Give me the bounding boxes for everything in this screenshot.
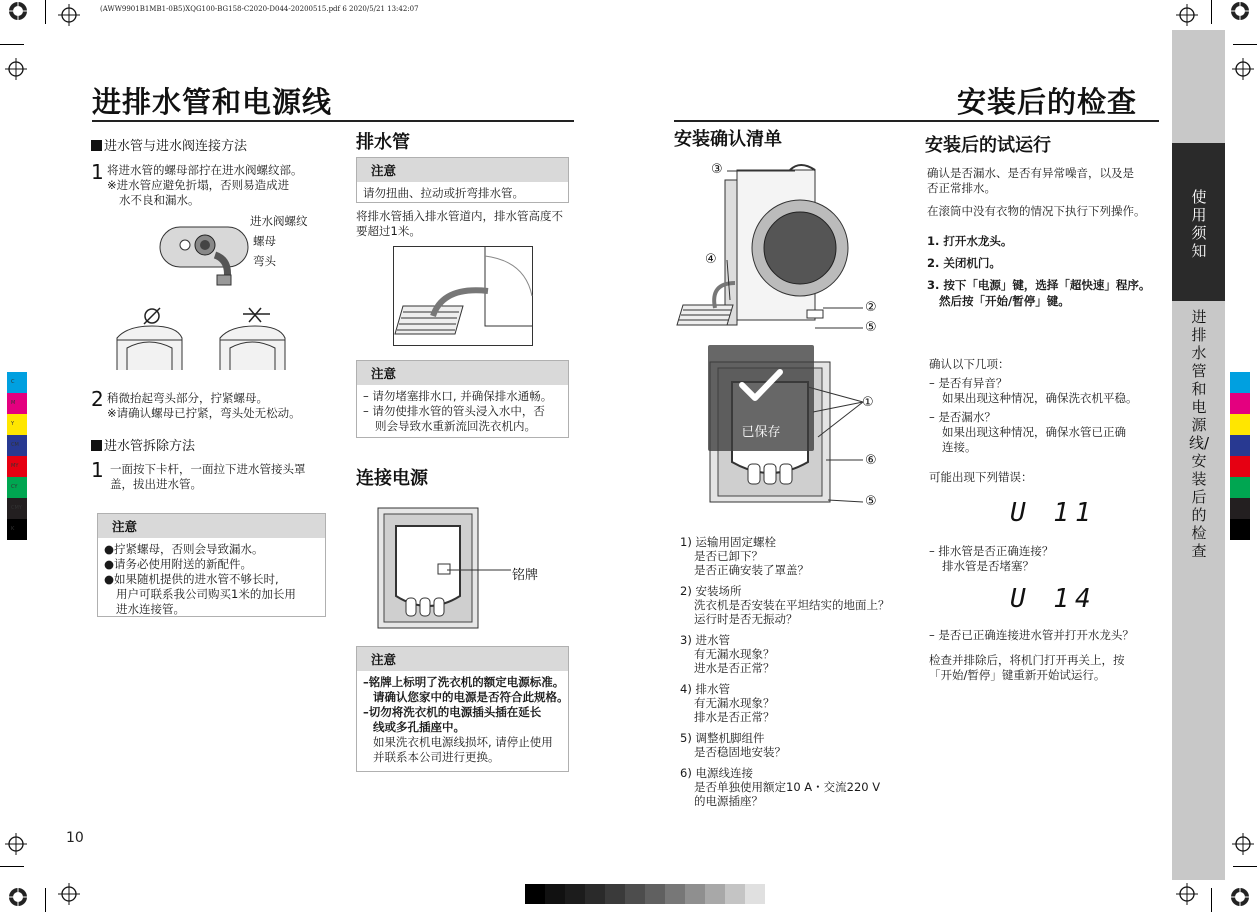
remove-line-1: 一面按下卡杆，一面拉下进水管接头罩 bbox=[110, 462, 306, 476]
gray-swatch bbox=[725, 884, 745, 904]
trial-step-3b: 然后按「开始/暂停」键。 bbox=[939, 294, 1070, 308]
note-line: 并联系本公司进行更换。 bbox=[373, 750, 500, 764]
crop-mark bbox=[45, 888, 46, 912]
color-swatch-m bbox=[1230, 393, 1250, 414]
list-item: 4) 排水管 有无漏水现象？ 排水是否正常？ bbox=[680, 682, 775, 724]
final-line-2: 「开始/暂停」键重新开始试运行。 bbox=[929, 668, 1106, 682]
saved-label: 已保存 bbox=[741, 425, 781, 440]
gray-swatch bbox=[665, 884, 685, 904]
note-line: 线或多孔插座中。 bbox=[373, 720, 465, 734]
confirm-answer-2a: 如果出现这种情况，确保水管已正确 bbox=[942, 425, 1126, 439]
step1-line-1: 将进水管的螺母部拧在进水阀螺纹部。 bbox=[107, 163, 303, 177]
crosshair-icon bbox=[5, 833, 27, 855]
crosshair-icon bbox=[1176, 4, 1198, 26]
note-line: 请确认您家中的电源是否符合此规格。 bbox=[373, 690, 569, 704]
remove-line-2: 盖，拔出进水管。 bbox=[110, 477, 202, 491]
color-swatch-my: MY bbox=[7, 456, 27, 477]
note-line: – 请勿使排水管的管头浸入水中，否 bbox=[363, 404, 545, 418]
callout-1: ① bbox=[862, 395, 874, 410]
color-swatch-m: M bbox=[7, 393, 27, 414]
color-swatch-c: C bbox=[7, 372, 27, 393]
trial-step-2: 2. 关闭机门。 bbox=[927, 256, 1001, 270]
code2-line: – 是否已正确连接进水管并打开水龙头？ bbox=[929, 628, 1134, 642]
page-title-left: 进排水管和电源线 bbox=[92, 85, 333, 119]
inlet-note-box bbox=[97, 513, 326, 617]
note-line: 用户可联系我公司购买1米的加长用 bbox=[116, 587, 296, 601]
note-title: 注意 bbox=[357, 361, 568, 385]
washer-top-illustration bbox=[215, 300, 290, 370]
crop-mark bbox=[1233, 866, 1257, 867]
color-swatch-cmy bbox=[1230, 498, 1250, 519]
confirm-heading: 确认以下几项： bbox=[929, 357, 1010, 371]
registration-mark-icon bbox=[7, 886, 29, 908]
list-item: 5) 调整机脚组件 是否稳固地安装？ bbox=[680, 731, 786, 759]
step-number: 1 bbox=[91, 160, 104, 184]
color-swatch-cy bbox=[1230, 477, 1250, 498]
title-rule bbox=[674, 120, 1159, 122]
trial-intro-3: 在滚筒中没有衣物的情况下执行下列操作。 bbox=[927, 204, 1146, 218]
crop-mark bbox=[1233, 44, 1257, 45]
note-line: 则会导致水重新流回洗衣机内。 bbox=[375, 419, 536, 433]
color-swatch-k: K bbox=[7, 519, 27, 540]
callout-2: ② bbox=[865, 300, 877, 315]
side-tab-active-label: 使用须知 bbox=[1191, 188, 1207, 260]
saved-toast bbox=[708, 345, 814, 451]
crop-mark bbox=[45, 0, 46, 24]
drain-text-1: 将排水管插入排水管道内，排水管高度不 bbox=[356, 209, 563, 223]
title-rule bbox=[92, 120, 574, 122]
gray-swatch bbox=[545, 884, 565, 904]
note-line: 如果洗衣机电源线损坏, 请停止使用 bbox=[373, 735, 553, 749]
note-line: ●请务必使用附送的新配件。 bbox=[104, 557, 253, 571]
gray-swatch bbox=[685, 884, 705, 904]
crosshair-icon bbox=[58, 883, 80, 905]
callout-6: ⑥ bbox=[865, 453, 877, 468]
crosshair-icon bbox=[5, 58, 27, 80]
note-line: –切勿将洗衣机的电源插头插在延长 bbox=[363, 705, 542, 719]
step-number: 1 bbox=[91, 458, 104, 482]
checklist-items bbox=[680, 535, 890, 808]
checklist-heading: 安装确认清单 bbox=[674, 129, 782, 150]
color-swatch-c bbox=[1230, 372, 1250, 393]
code1-line-1: – 排水管是否正确连接？ bbox=[929, 544, 1054, 558]
note-line: ●如果随机提供的进水管不够长时, bbox=[104, 572, 279, 586]
drain-note-box-2 bbox=[356, 360, 569, 438]
confirm-answer-1: 如果出现这种情况，确保洗衣机平稳。 bbox=[942, 391, 1138, 405]
step1-line-3: 水不良和漏水。 bbox=[119, 193, 200, 207]
callout-4: ④ bbox=[705, 252, 717, 267]
color-swatch-cm: CM bbox=[7, 435, 27, 456]
label-elbow: 弯头 bbox=[253, 254, 276, 268]
error-code-u14: U 14 bbox=[1010, 584, 1097, 614]
callout-line bbox=[447, 565, 512, 575]
page-number-left: 10 bbox=[66, 830, 84, 846]
confirm-item-1: – 是否有异音？ bbox=[929, 376, 1008, 390]
note-line: 请勿扭曲、拉动或折弯排水管。 bbox=[363, 186, 524, 200]
gray-swatch bbox=[605, 884, 625, 904]
checkmark-icon bbox=[738, 367, 784, 403]
crosshair-icon bbox=[1232, 58, 1254, 80]
side-tab-inactive-label[interactable]: 进排水管和电源线/安装后的检查 bbox=[1189, 308, 1210, 560]
color-swatch-cmy: CMY bbox=[7, 498, 27, 519]
confirm-item-2: – 是否漏水？ bbox=[929, 410, 996, 424]
color-swatch-cm bbox=[1230, 435, 1250, 456]
label-nut: 螺母 bbox=[253, 234, 276, 248]
error-code-u11: U 11 bbox=[1010, 498, 1097, 528]
step2-line-1: 稍微抬起弯头部分，拧紧螺母。 bbox=[107, 391, 268, 405]
list-item: 1) 运输用固定螺栓 是否已卸下？ 是否正确安装了罩盖？ bbox=[680, 535, 809, 577]
color-swatch-cy: CY bbox=[7, 477, 27, 498]
washer-front-illustration bbox=[675, 160, 885, 340]
crop-mark bbox=[1211, 0, 1212, 24]
remove-heading: 进水管拆除方法 bbox=[91, 435, 195, 454]
callout-5: ⑤ bbox=[865, 494, 877, 509]
drain-heading: 排水管 bbox=[356, 132, 410, 153]
crop-mark bbox=[0, 866, 24, 867]
note-line: – 请勿堵塞排水口, 并确保排水通畅。 bbox=[363, 389, 553, 403]
gray-swatch bbox=[745, 884, 765, 904]
list-item: 6) 电源线连接 是否单独使用额定10 A・交流220 V 的电源插座？ bbox=[680, 766, 881, 808]
power-note-box bbox=[356, 646, 569, 772]
registration-mark-icon bbox=[1229, 886, 1251, 908]
color-swatch-y: Y bbox=[7, 414, 27, 435]
nameplate-label: 铭牌 bbox=[512, 568, 539, 583]
power-heading: 连接电源 bbox=[356, 468, 428, 489]
gray-swatch bbox=[525, 884, 545, 904]
crosshair-icon bbox=[1232, 833, 1254, 855]
list-item: 3) 进水管 有无漏水现象？ 进水是否正常？ bbox=[680, 633, 775, 675]
trial-intro-2: 否正常排水。 bbox=[927, 181, 996, 195]
inlet-heading: 进水管与进水阀连接方法 bbox=[91, 135, 247, 154]
page-title-right: 安装后的检查 bbox=[957, 85, 1138, 119]
label-valve-thread: 进水阀螺纹 bbox=[250, 214, 308, 228]
list-item: 2) 安装场所 洗衣机是否安装在平坦结实的地面上？ 运行时是否无振动？ bbox=[680, 584, 890, 626]
trial-heading: 安装后的试运行 bbox=[925, 135, 1051, 156]
errors-heading: 可能出现下列错误： bbox=[929, 470, 1033, 484]
step-number: 2 bbox=[91, 387, 104, 411]
note-line: 进水连接管。 bbox=[116, 602, 185, 616]
gray-swatch bbox=[585, 884, 605, 904]
gray-swatch bbox=[625, 884, 645, 904]
pdf-header: (AWW9901B1MB1-0B5)XQG100-BG158-C2020-D044-20200515.pdf 6 2020/5/21 13:42:07 bbox=[100, 5, 419, 13]
crosshair-icon bbox=[58, 4, 80, 26]
confirm-answer-2b: 连接。 bbox=[942, 440, 977, 454]
callout-3: ③ bbox=[711, 162, 723, 177]
color-swatch-my bbox=[1230, 456, 1250, 477]
color-swatch-k bbox=[1230, 519, 1250, 540]
crosshair-icon bbox=[1176, 883, 1198, 905]
trial-intro-1: 确认是否漏水、是否有异常噪音，以及是 bbox=[927, 166, 1134, 180]
trial-step-3: 3. 按下「电源」键，选择「超快速」程序。 bbox=[927, 278, 1151, 292]
note-line: –铭牌上标明了洗衣机的额定电源标准。 bbox=[363, 675, 565, 689]
trial-step-1: 1. 打开水龙头。 bbox=[927, 234, 1013, 248]
valve-illustration bbox=[155, 215, 255, 290]
gray-swatch bbox=[705, 884, 725, 904]
step1-line-2: ※进水管应避免折塌，否则易造成进 bbox=[107, 178, 290, 192]
crop-mark bbox=[0, 44, 24, 45]
registration-mark-icon bbox=[1229, 0, 1251, 22]
final-line-1: 检查并排除后，将机门打开再关上，按 bbox=[929, 653, 1125, 667]
drain-note-box-1 bbox=[356, 157, 569, 203]
registration-mark-icon bbox=[7, 0, 29, 22]
color-swatch-y bbox=[1230, 414, 1250, 435]
note-title: 注意 bbox=[357, 158, 568, 182]
washer-top-illustration bbox=[112, 300, 187, 370]
callout-5: ⑤ bbox=[865, 320, 877, 335]
drain-illustration bbox=[393, 246, 533, 346]
crop-mark bbox=[1211, 888, 1212, 912]
drain-text-2: 要超过1米。 bbox=[356, 224, 421, 238]
note-title: 注意 bbox=[357, 647, 568, 671]
gray-swatch bbox=[645, 884, 665, 904]
code1-line-2: 排水管是否堵塞？ bbox=[942, 559, 1034, 573]
gray-swatch bbox=[565, 884, 585, 904]
step2-line-2: ※请确认螺母已拧紧，弯头处无松动。 bbox=[107, 406, 301, 420]
note-title: 注意 bbox=[98, 514, 325, 538]
note-line: ●拧紧螺母，否则会导致漏水。 bbox=[104, 542, 264, 556]
